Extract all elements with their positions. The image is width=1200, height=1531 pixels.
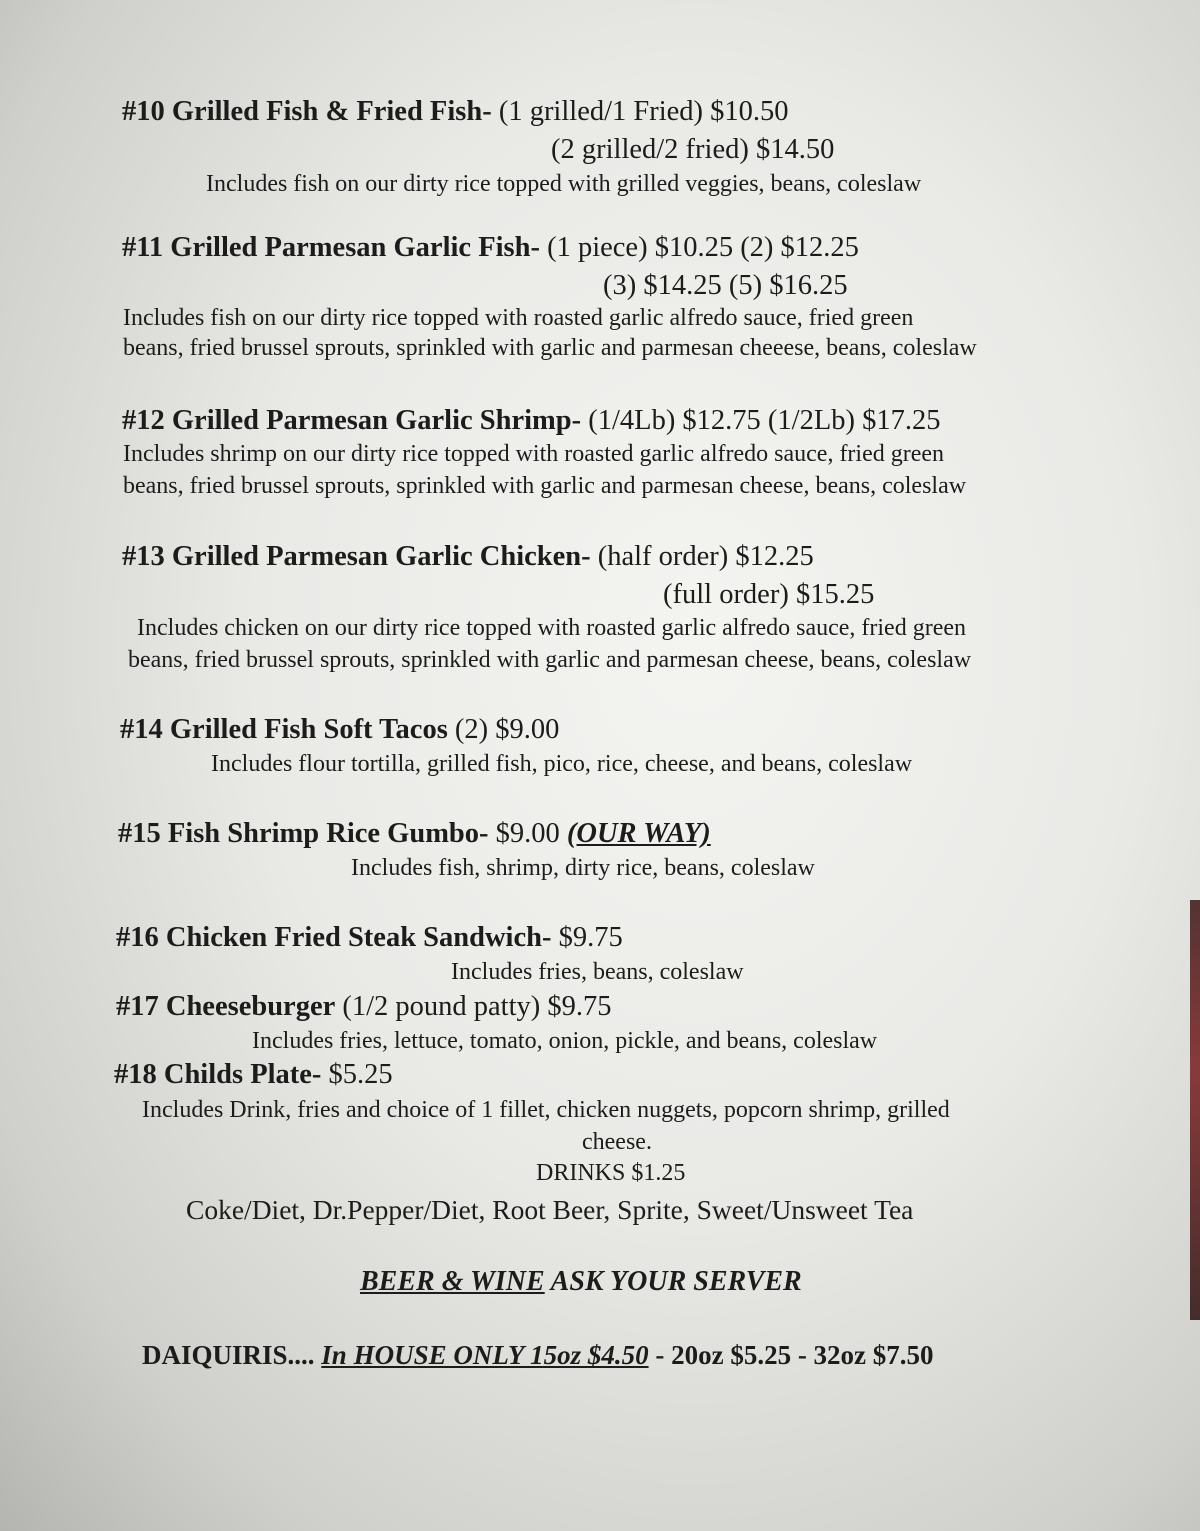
- menu-item-name: #16 Chicken Fried Steak Sandwich-: [116, 922, 552, 953]
- menu-item-18-desc-1: Includes Drink, fries and choice of 1 fillet, chicken nuggets, popcorn shrimp, grilled: [142, 1097, 950, 1123]
- menu-item-price: (half order) $12.25: [597, 541, 814, 572]
- menu-item-name: #15 Fish Shrimp Rice Gumbo-: [118, 818, 489, 849]
- menu-item-price: (2) $9.00: [454, 714, 560, 745]
- menu-item-name: #10 Grilled Fish & Fried Fish-: [122, 96, 492, 127]
- menu-item-name: #18 Childs Plate-: [114, 1059, 322, 1090]
- beer-wine-line: [360, 1268, 802, 1296]
- menu-item-15-title: [118, 820, 711, 849]
- daiquiris-in-house: In HOUSE ONLY 15oz $4.50: [321, 1340, 649, 1370]
- menu-item-name: #14 Grilled Fish Soft Tacos: [120, 714, 448, 745]
- beer-wine-note: ASK YOUR SERVER: [550, 1266, 802, 1297]
- menu-item-10-desc: Includes fish on our dirty rice topped with grilled veggies, beans, coleslaw: [206, 171, 922, 197]
- menu-item-name: #13 Grilled Parmesan Garlic Chicken-: [122, 541, 591, 572]
- menu-item-11-price-2: (3) $14.25 (5) $16.25: [603, 270, 848, 301]
- menu-item-price: (1/2 pound patty) $9.75: [342, 991, 612, 1022]
- menu-item-17-title: [116, 993, 612, 1022]
- menu-item-name: #17 Cheeseburger: [116, 991, 336, 1022]
- menu-item-14-desc: Includes flour tortilla, grilled fish, pico, rice, cheese, and beans, coleslaw: [211, 751, 913, 777]
- menu-item-12-desc-2: beans, fried brussel sprouts, sprinkled with garlic and parmesan cheese, beans, coleslaw: [123, 473, 967, 499]
- menu-item-16-title: [116, 924, 623, 953]
- menu-item-11-desc-2: beans, fried brussel sprouts, sprinkled with garlic and parmesan cheeese, beans, coleslaw: [123, 335, 977, 361]
- menu-item-10-title: [122, 98, 789, 127]
- menu-item-tag: (OUR WAY): [566, 818, 711, 849]
- menu-item-10-price-2: (2 grilled/2 fried) $14.50: [551, 134, 835, 165]
- menu-item-price: $9.75: [558, 922, 623, 953]
- menu-item-price: (1 piece) $10.25 (2) $12.25: [547, 232, 859, 263]
- menu-item-13-title: [122, 543, 814, 572]
- menu-item-11-desc-1: Includes fish on our dirty rice topped with roasted garlic alfredo sauce, fried green: [123, 305, 914, 331]
- beer-wine-label: BEER & WINE: [360, 1266, 545, 1297]
- menu-item-18-title: [114, 1061, 393, 1090]
- menu-item-13-price-2: (full order) $15.25: [663, 579, 875, 610]
- drinks-heading: DRINKS $1.25: [536, 1160, 686, 1186]
- drinks-list: Coke/Diet, Dr.Pepper/Diet, Root Beer, Sprite, Sweet/Unsweet Tea: [186, 1194, 914, 1225]
- daiquiris-label: DAIQUIRIS....: [142, 1340, 315, 1370]
- menu-item-price: $9.00: [495, 818, 560, 849]
- menu-item-12-title: [122, 407, 941, 436]
- menu-item-18-desc-2: cheese.: [582, 1129, 652, 1155]
- menu-item-name: #12 Grilled Parmesan Garlic Shrimp-: [122, 405, 582, 436]
- menu-item-price: $5.25: [328, 1059, 393, 1090]
- menu-item-11-title: [122, 234, 859, 263]
- menu-item-13-desc-2: beans, fried brussel sprouts, sprinkled with garlic and parmesan cheese, beans, coleslaw: [128, 647, 972, 673]
- red-background-edge: [1190, 900, 1200, 1320]
- menu-item-16-desc: Includes fries, beans, coleslaw: [451, 959, 744, 985]
- menu-item-price: (1 grilled/1 Fried) $10.50: [498, 96, 789, 127]
- menu-item-12-desc-1: Includes shrimp on our dirty rice topped with roasted garlic alfredo sauce, fried green: [123, 441, 945, 467]
- menu-item-14-title: [120, 716, 559, 745]
- menu-item-name: #11 Grilled Parmesan Garlic Fish-: [122, 232, 540, 263]
- menu-item-17-desc: Includes fries, lettuce, tomato, onion, pickle, and beans, coleslaw: [252, 1028, 878, 1054]
- menu-item-15-desc: Includes fish, shrimp, dirty rice, beans, coleslaw: [351, 855, 815, 881]
- daiquiris-line: [142, 1342, 934, 1369]
- daiquiris-sizes: - 20oz $5.25 - 32oz $7.50: [655, 1340, 934, 1370]
- menu-item-13-desc-1: Includes chicken on our dirty rice topped with roasted garlic alfredo sauce, fried green: [137, 615, 966, 641]
- menu-item-price: (1/4Lb) $12.75 (1/2Lb) $17.25: [588, 405, 941, 436]
